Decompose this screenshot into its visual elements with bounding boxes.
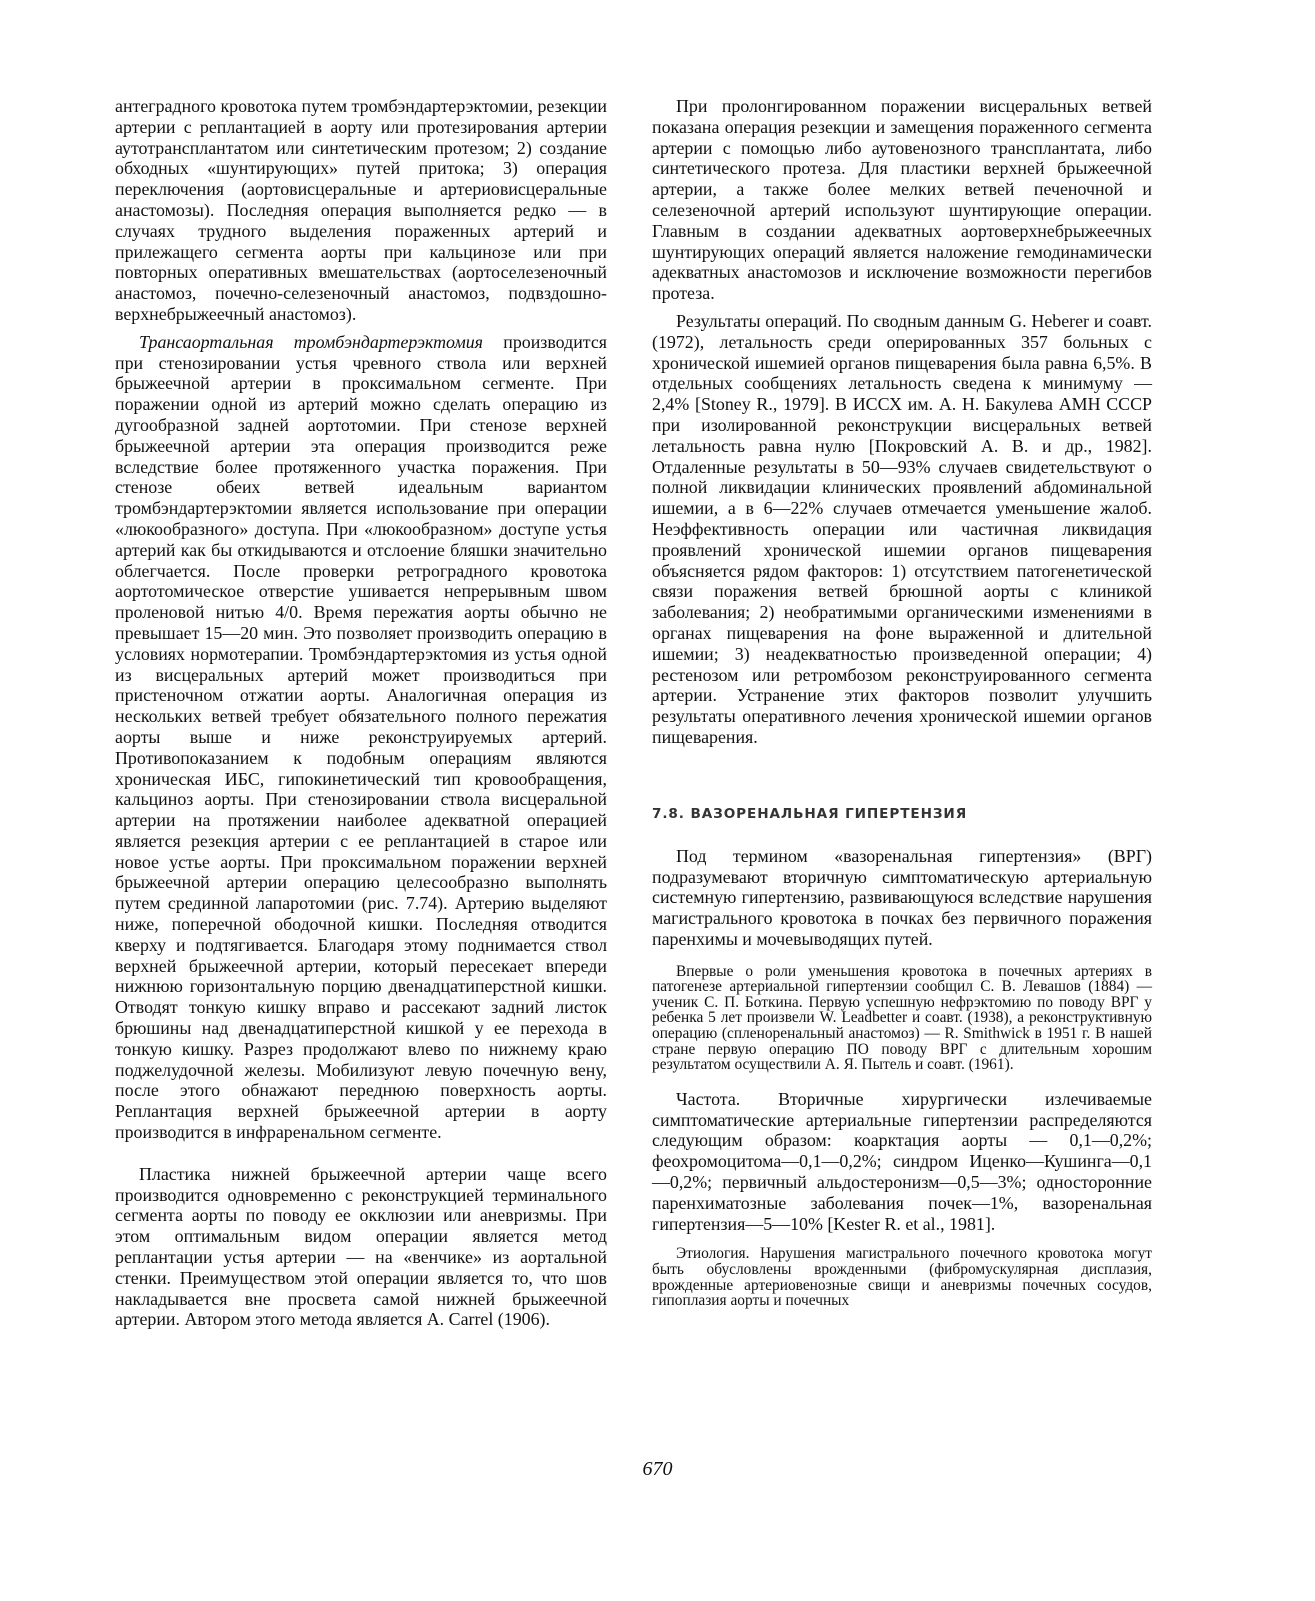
- section-heading: 7.8. ВАЗОРЕНАЛЬНАЯ ГИПЕРТЕНЗИЯ: [652, 805, 968, 822]
- italic-term: Трансаортальная тромбэндартерэктомия: [139, 331, 483, 352]
- note-history: Впервые о роли уменьшения кровотока в почечных артериях в патогенезе артериальной гипертензии сообщил С. В. Левашов (1884) — ученик С. П. Боткина. Первую успешную нефрэктомию по поводу ВРГ у ребенка 5 лет произвели W. Leadbetter и соавт. (1938), а реконструктивную операцию (спленоренальный анастомоз) — R. Smithwick в 1951 г. В нашей стране первую операцию ПО поводу ВРГ с длительным хорошим результатом осуществили А. Я. Пытель и соавт. (1961).: [652, 962, 1152, 1074]
- paragraph-transaortic-endarterectomy: [115, 332, 607, 1143]
- paragraph-frequency: Частота. Вторичные хирургически излечиваемые симптоматические артериальные гипертензии распределяются следующим образом: коарктация аорты — 0,1—0,2%; феохромоцитома—0,1—0,2%; синдром Иценко—Кушинга—0,1—0,2%; первичный альдостеронизм—0,5—3%; односторонние паренхиматозные заболевания почек—1%, вазоренальная гипертензия—5—10% [Kester R. et al., 1981].: [652, 1088, 1152, 1234]
- right-column: [652, 96, 1152, 1309]
- left-column: [115, 96, 607, 1330]
- paragraph-antegrade-flow: антеградного кровотока путем тромбэндартерэктомии, резекции артерии с реплантацией в аорту или протезирования артерии аутотрансплантатом или синтетическим протезом; 2) создание обходных «шунтирующих» путей притока; 3) операция переключения (аортовисцеральные и артериовисцеральные анастомозы). Последняя операция выполняется редко — в случаях трудного выделения пораженных артерий и прилежащего сегмента аорты при кальцинозе или при повторных оперативных вмешательствах (аортоселезеночный анастомоз, почечно-селезеночный анастомоз, подвздошно-верхнебрыжеечный анастомоз).: [115, 96, 607, 324]
- paragraph-inferior-mesenteric: Пластика нижней брыжеечной артерии чаще всего производится одновременно с реконструкцией терминального сегмента аорты по поводу ее окклюзии или аневризмы. При этом оптимальным видом операции является метод реплантации устья артерии — на «венчике» из аортальной стенки. Преимуществом этой операции является то, что шов накладывается вне просвета самой нижней брыжеечной артерии. Автором этого метода является A. Carrel (1906).: [115, 1163, 607, 1330]
- paragraph-body: производится при стенозировании устья чревного ствола или верхней брыжеечной артерии в проксимальном сегменте. При поражении одной из артерий можно сделать операцию из дугообразной задней аортотомии. При стенозе верхней брыжеечной артерии эта операция производится реже вследствие более протяженного участка поражения. При стенозе обеих ветвей идеальным вариантом тромбэндартерэктомии является использование при операции «люкообразного» доступа. При «люкообразном» доступе устья артерий как бы откидываются и отслоение бляшки значительно облегчается. После проверки ретроградного кровотока аортотомическое отверстие ушивается непрерывным швом проленовой нитью 4/0. Время пережатия аорты обычно не превышает 15—20 мин. Это позволяет производить операцию в условиях нормотерапии. Тромбэндартерэктомия из устья одной из висцеральных артерий может производиться при пристеночном отжатии аорты. Аналогичная операция из нескольких ветвей требует обязательного полного пережатия аорты выше и ниже реконструируемых артерий. Противопоказанием к подобным операциям являются хроническая ИБС, гипокинетический тип кровообращения, кальциноз аорты. При стенозировании ствола висцеральной артерии на протяжении наиболее адекватной операцией является резекция артерии с ее реплантацией в старое или новое устье аорты. При проксимальном поражении верхней брыжеечной артерии операцию целесообразно выполнять путем срединной лапаротомии (рис. 7.74). Артерию выделяют ниже, поперечной ободочной кишки. Последняя отводится кверху и подтягивается. Благодаря этому поднимается ствол верхней брыжеечной артерии, который пересекает впереди нижнюю горизонтальную порцию двенадцатиперстной кишки. Отводят тонкую кишку вправо и рассекают задний листок брюшины над двенадцатиперстной кишкой у ее перехода в тонкую кишку. Разрез продолжают влево по нижнему краю поджелудочной железы. Мобилизуют левую почечную вену, после этого обнажают переднюю поверхность аорты. Реплантация верхней брыжеечной артерии в аорту производится в инфраренальном сегменте.: [115, 331, 607, 1143]
- note-etiology: Этиология. Нарушения магистрального почечного кровотока могут быть обусловлены врожденными (фибромускулярная дисплазия, врожденные артериовенозные свищи и аневризмы почечных сосудов, гипоплазия аорты и почечных: [652, 1245, 1152, 1310]
- page-number: 670: [642, 1458, 673, 1480]
- paragraph-results: Результаты операций. По сводным данным G. Heberer и соавт. (1972), летальность среди оперированных 357 больных с хронической ишемией органов пищеварения была равна 6,5%. В отдельных сообщениях летальность сведена к минимуму — 2,4% [Stoney R., 1979]. В ИССХ им. А. Н. Бакулева АМН СССР при изолированной реконструкции висцеральных ветвей летальность равна нулю [Покровский А. В. и др., 1982]. Отдаленные результаты в 50—93% случаев свидетельствуют о полной ликвидации клинических проявлений абдоминальной ишемии, а в 6—22% случаев отмечается уменьшение жалоб. Неэффективность операции или частичная ликвидация проявлений хронической ишемии органов пищеварения объясняется рядом факторов: 1) отсутствием патогенетической связи поражения ветвей брюшной аорты с клиникой заболевания; 2) необратимыми органическими изменениями в органах пищеварения на фоне выраженной и длительной ишемии; 3) неадекватностью произведенной операции; 4) рестенозом или ретромбозом реконструированного сегмента артерии. Устранение этих факторов позволит улучшить результаты оперативного лечения хронической ишемии органов пищеварения.: [652, 310, 1152, 747]
- paragraph-prolonged-lesion: При пролонгированном поражении висцеральных ветвей показана операция резекции и замещения пораженного сегмента артерии с помощью либо аутовенозного трансплантата, либо синтетического протеза. Для пластики верхней брыжеечной артерии, а также более мелких ветвей печеночной и селезеночной артерий используют шунтирующие операции. Главным в создании адекватных аортоверхнебрыжеечных шунтирующих операций является наложение гемодинамически адекватных анастомозов и исключение возможности перегибов протеза.: [652, 96, 1152, 304]
- paragraph-definition: Под термином «вазоренальная гипертензия» (ВРГ) подразумевают вторичную симптоматическую артериальную системную гипертензию, развивающуюся вследствие нарушения магистрального кровотока в почках без первичного поражения паренхимы и мочевыводящих путей.: [652, 845, 1152, 949]
